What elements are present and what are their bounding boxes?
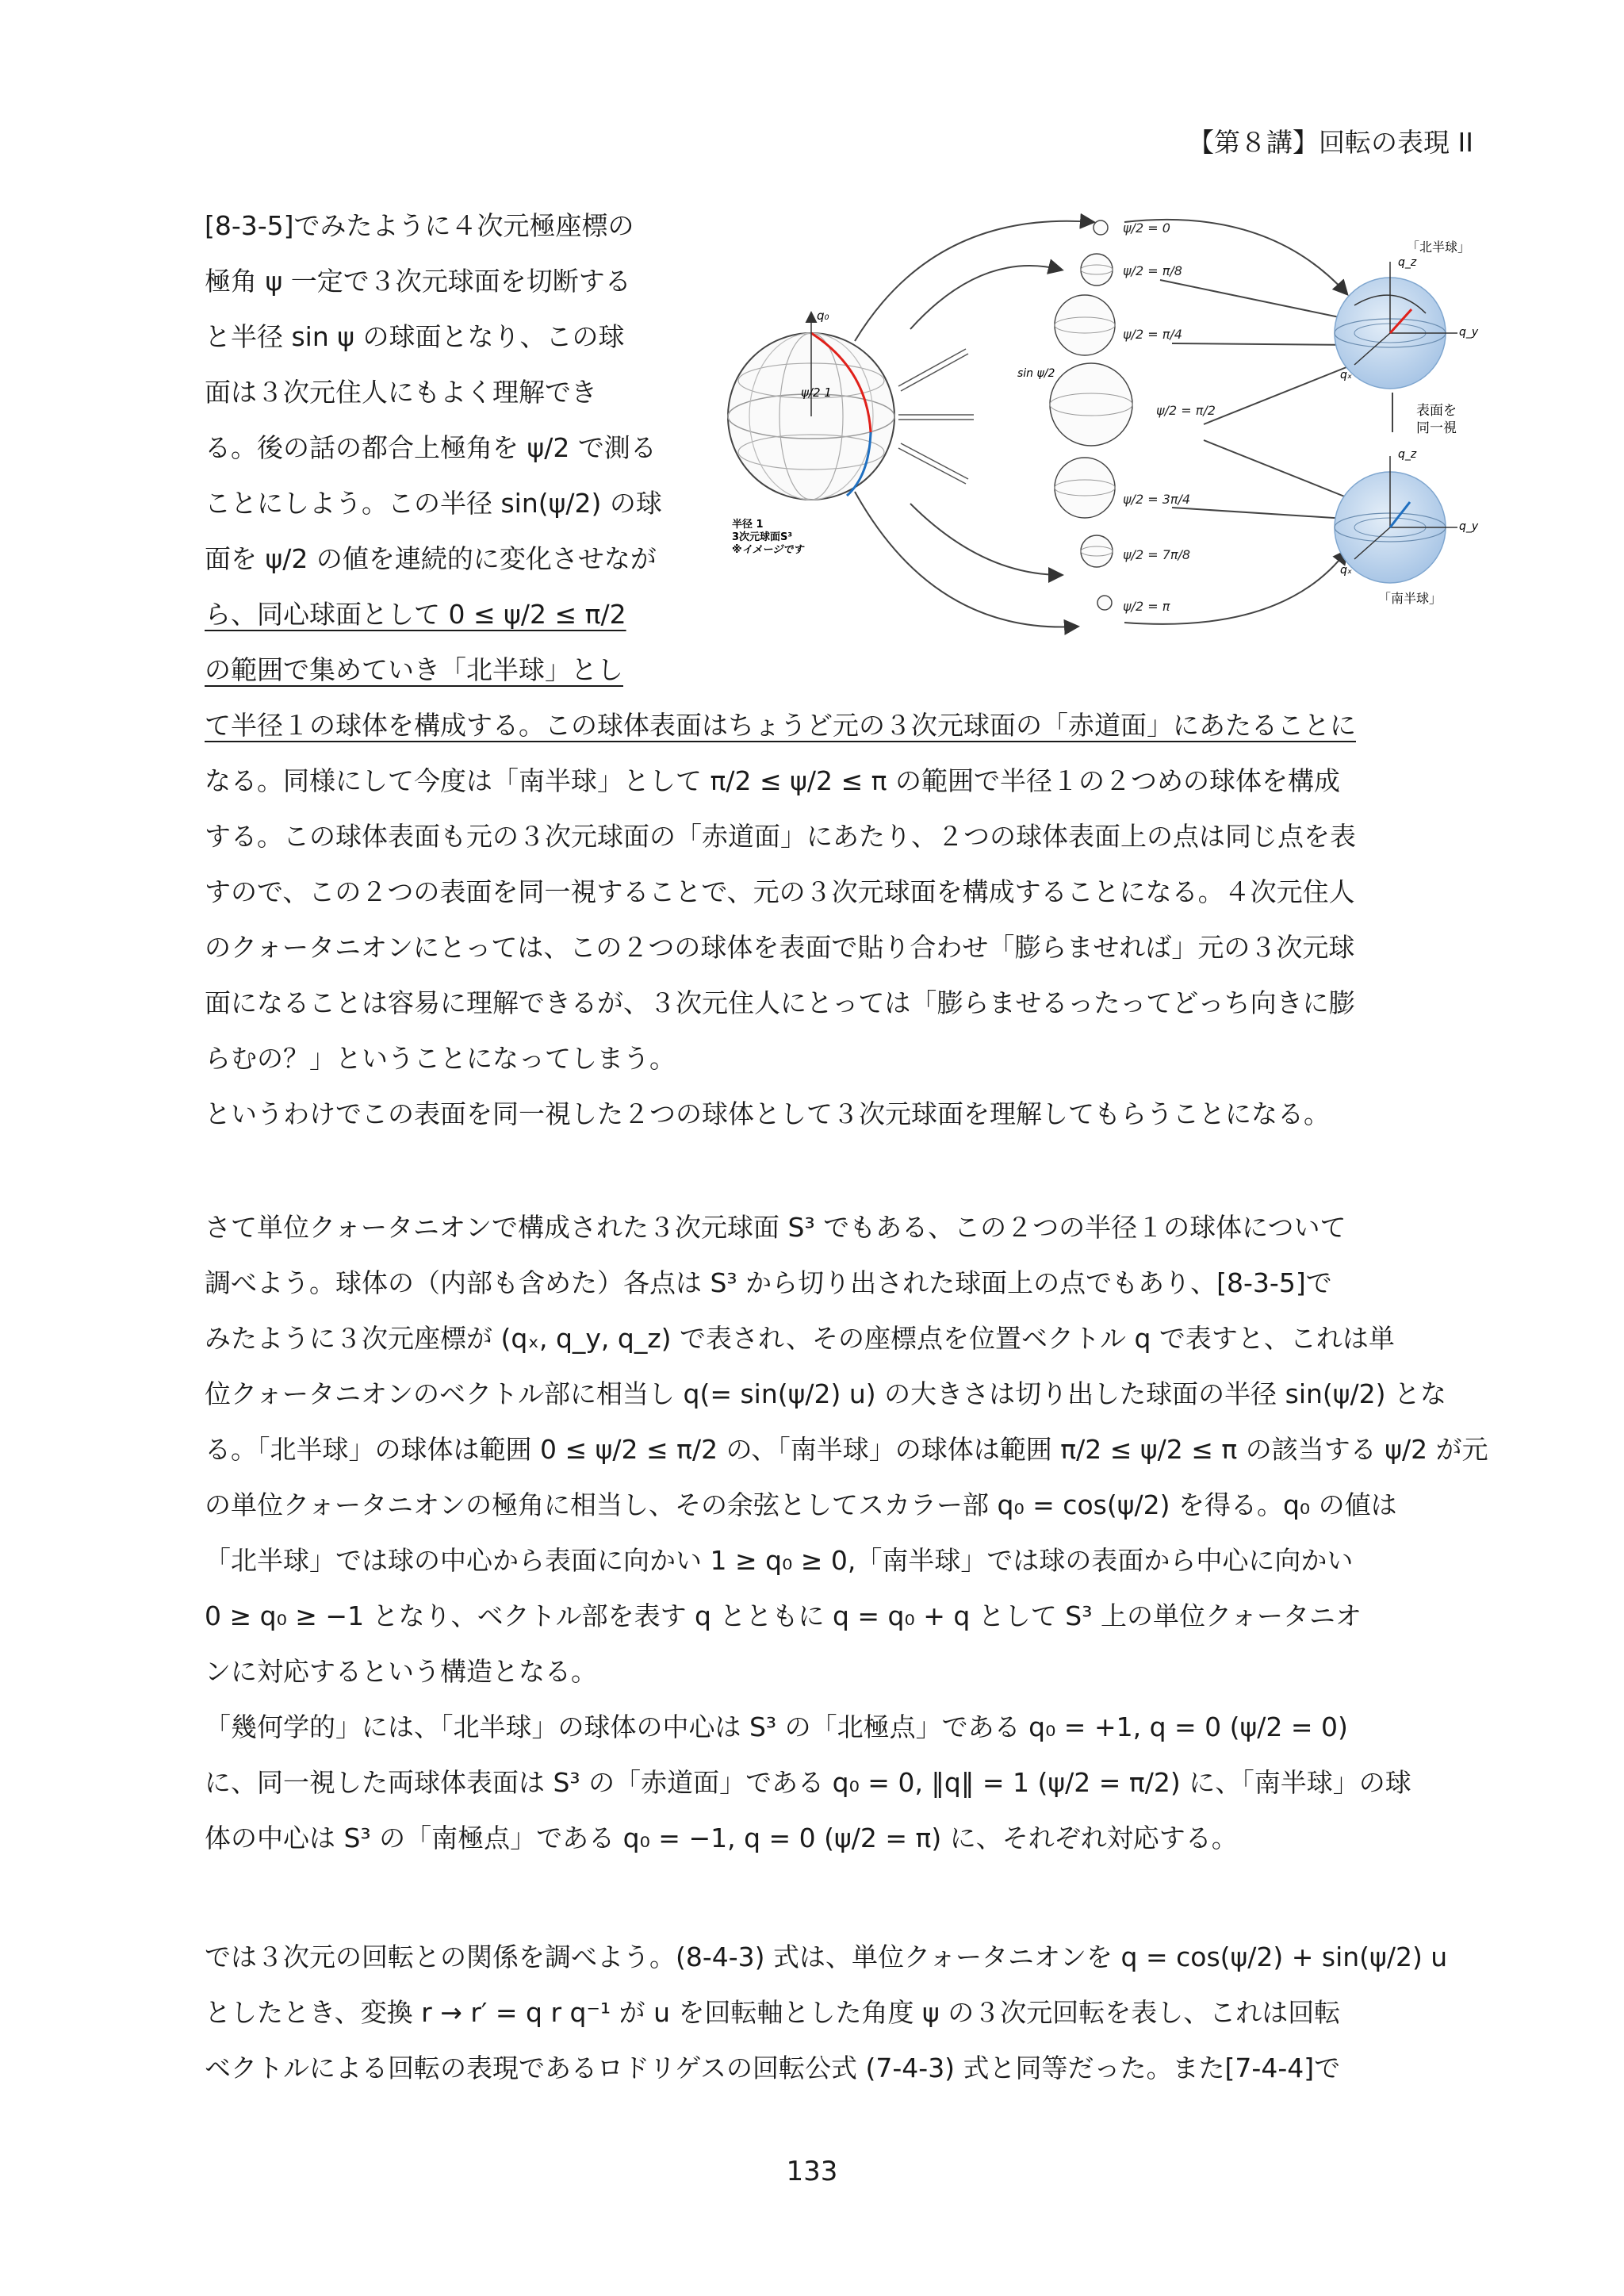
paragraph-1 (205, 698, 1473, 1142)
hypersphere-figure (728, 202, 1479, 642)
text-line: 面を ψ/2 の値を連続的に変化させなが (205, 543, 657, 574)
big-sphere-caption: ※イメージです (732, 544, 804, 556)
connector-arrow (1160, 280, 1362, 519)
text-line: と半径 sin ψ の球面となり、この球 (205, 321, 625, 352)
axis-label: q₀ (817, 309, 829, 323)
slice-label: ψ/2 = π/4 (1123, 327, 1182, 342)
text-line: る。後の話の都合上極角を ψ/2 で測る (205, 432, 657, 463)
text-line: て半径１の球体を構成する。この球体表面はちょうど元の３次元球面の「赤道面」にあたることに (205, 710, 1356, 741)
running-header: 【第８講】回転の表現 II (1188, 127, 1473, 158)
text-line: では３次元の回転との関係を調べよう。(8-4-3) 式は、単位クォータニオンを q = cos(ψ/2) + sin(ψ/2) u (205, 1941, 1448, 1972)
text-line: ンに対応するという構造となる。 (205, 1656, 597, 1687)
text-line: 「幾何学的」には、「北半球」の球体の中心は S³ の「北極点」である q₀ = +1, q = 0 (ψ/2 = 0) (205, 1711, 1348, 1742)
text-line: 極角 ψ 一定で３次元球面を切断する (205, 266, 631, 297)
text-line: [8-3-5]でみたように４次元極座標の (205, 210, 634, 241)
axis-label: q_z (1398, 256, 1417, 269)
text-line: さて単位クォータニオンで構成された３次元球面 S³ でもある、この２つの半径１の球体について (205, 1212, 1346, 1243)
page-number: 133 (786, 2156, 838, 2187)
paragraph-3 (205, 1930, 1473, 2096)
axis-label: qₓ (1340, 564, 1353, 577)
axis-label: q_y (1459, 520, 1479, 533)
slice-label: ψ/2 = π (1123, 599, 1170, 614)
text-line: らむの？」ということになってしまう。 (205, 1043, 676, 1074)
identify-label: 同一視 (1416, 420, 1457, 436)
slice-label: ψ/2 = π/8 (1123, 263, 1182, 278)
text-line: としたとき、変換 r → r′ = q r q⁻¹ が u を回転軸とした角度 ψ の３次元回転を表し、これは回転 (205, 1997, 1341, 2028)
text-line: すので、この２つの表面を同一視することで、元の３次元球面を構成することになる。４次元住人 (205, 876, 1355, 907)
angle-label: ψ/2 1 (801, 385, 832, 400)
text-line: ことにしよう。この半径 sin(ψ/2) の球 (205, 488, 662, 519)
south-ball (1335, 448, 1479, 606)
axis-label: q_y (1459, 326, 1479, 339)
text-line: に、同一視した両球体表面は S³ の「赤道面」である q₀ = 0, ‖q‖ = 1 (ψ/2 = π/2) に、「南半球」の球 (205, 1767, 1411, 1798)
sin-label: sin ψ/2 (1017, 367, 1055, 380)
text-line: 面は３次元住人にもよく理解でき (205, 377, 597, 408)
double-arrow (898, 349, 974, 484)
slice-label: ψ/2 = π/2 (1156, 403, 1216, 418)
text-line: みたように３次元座標が (qₓ, q_y, q_z) で表され、その座標点を位置ベクトル q で表すと、これは単 (205, 1323, 1395, 1354)
big-sphere-caption: 半径 1 (732, 519, 764, 531)
paragraph-2 (205, 1200, 1488, 1866)
text-line: というわけでこの表面を同一視した２つの球体として３次元球面を理解してもらうことになる。 (205, 1098, 1330, 1129)
text-line: する。この球体表面も元の３次元球面の「赤道面」にあたり、２つの球体表面上の点は同じ点を表 (205, 821, 1356, 852)
text-line: 「北半球」では球の中心から表面に向かい 1 ≥ q₀ ≥ 0,「南半球」では球の表面から中心に向かい (205, 1545, 1354, 1576)
text-line: 位クォータニオンのベクトル部に相当し q(= sin(ψ/2) u) の大きさは切り出した球面の半径 sin(ψ/2) とな (205, 1378, 1447, 1409)
text-line: ら、同心球面として 0 ≤ ψ/2 ≤ π/2 (205, 599, 626, 630)
big-sphere-caption: 3次元球面S³ (732, 531, 793, 543)
text-line: 調べよう。球体の（内部も含めた）各点は S³ から切り出された球面上の点でもあり、[8-3-5]で (205, 1267, 1332, 1298)
slice-spheres (1050, 220, 1132, 610)
text-line: 体の中心は S³ の「南極点」である q₀ = −1, q = 0 (ψ/2 = π) に、それぞれ対応する。 (205, 1823, 1238, 1853)
text-line: 0 ≥ q₀ ≥ −1 となり、ベクトル部を表す q とともに q = q₀ + q として S³ 上の単位クォータニオ (205, 1600, 1362, 1631)
slice-label: ψ/2 = 0 (1123, 220, 1170, 236)
text-line: なる。同様にして今度は「南半球」として π/2 ≤ ψ/2 ≤ π の範囲で半径１の２つめの球体を構成 (205, 765, 1340, 796)
axis-label: q_z (1398, 448, 1417, 461)
text-line: ベクトルによる回転の表現であるロドリゲスの回転公式 (7-4-3) 式と同等だった。また[7-4-4]で (205, 2053, 1341, 2083)
text-line: の単位クォータニオンの極角に相当し、その余弦としてスカラー部 q₀ = cos(ψ/2) を得る。q₀ の値は (205, 1489, 1397, 1520)
text-line: 面になることは容易に理解できるが、３次元住人にとっては「膨らませるったってどっち向きに膨 (205, 987, 1355, 1018)
slice-label: ψ/2 = 7π/8 (1123, 547, 1191, 562)
text-line: のクォータニオンにとっては、この２つの球体を表面で貼り合わせ「膨らませれば」元の３次元球 (205, 932, 1355, 963)
identify-label: 表面を (1416, 403, 1457, 419)
axis-label: qₓ (1340, 369, 1353, 381)
north-ball (1335, 240, 1479, 389)
south-label: 「南半球」 (1378, 591, 1442, 606)
text-line: る。「北半球」の球体は範囲 0 ≤ ψ/2 ≤ π/2 の、「南半球」の球体は範囲 π/2 ≤ ψ/2 ≤ π の該当する ψ/2 が元 (205, 1434, 1488, 1465)
text-line: の範囲で集めていき「北半球」とし (205, 654, 623, 685)
north-label: 「北半球」 (1407, 240, 1471, 255)
left-column-text (205, 198, 696, 698)
big-sphere (728, 309, 894, 556)
slice-label: ψ/2 = 3π/4 (1123, 492, 1191, 507)
